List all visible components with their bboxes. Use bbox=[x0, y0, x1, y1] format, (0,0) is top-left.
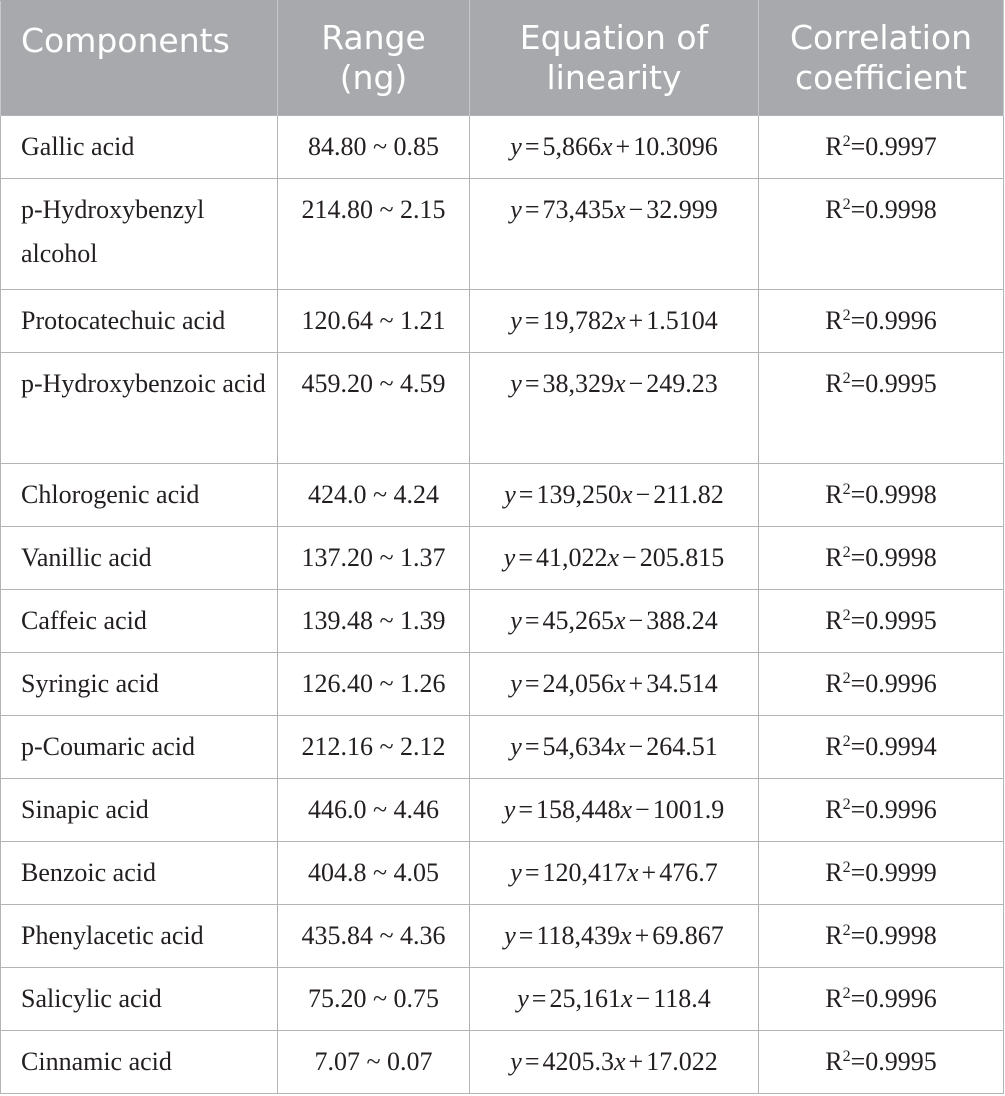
squared-superscript: 2 bbox=[842, 670, 851, 687]
component-name: Protocatechuic acid bbox=[21, 306, 226, 335]
r2-value: 0.9998 bbox=[865, 921, 937, 950]
equation-equals: = bbox=[518, 480, 534, 509]
header-correlation-line1: Correlation bbox=[790, 18, 972, 57]
correlation-equals: = bbox=[850, 921, 866, 950]
header-components bbox=[1, 1, 278, 116]
correlation-cell bbox=[759, 842, 1004, 905]
equation-sign: − bbox=[635, 480, 651, 509]
range-cell bbox=[278, 716, 470, 779]
correlation-cell bbox=[759, 590, 1004, 653]
component-cell bbox=[1, 179, 278, 290]
equation-equals: = bbox=[524, 1047, 540, 1076]
equation-sign: + bbox=[615, 132, 631, 161]
header-equation-line1: Equation of bbox=[519, 18, 709, 57]
equation-intercept: 205.815 bbox=[639, 543, 725, 572]
component-cell bbox=[1, 905, 278, 968]
correlation-equals: = bbox=[850, 606, 866, 635]
equation-sign: + bbox=[628, 669, 644, 698]
table-row bbox=[1, 716, 1004, 779]
equation-x: x bbox=[620, 984, 633, 1013]
range-cell bbox=[278, 779, 470, 842]
r2-value: 0.9996 bbox=[865, 984, 937, 1013]
component-cell bbox=[1, 716, 278, 779]
header-equation bbox=[470, 1, 759, 116]
equation-sign: + bbox=[641, 858, 657, 887]
range-value: 84.80 ~ 0.85 bbox=[307, 132, 440, 161]
equation-intercept: 1001.9 bbox=[652, 795, 725, 824]
equation-equals: = bbox=[524, 306, 540, 335]
r2-value: 0.9998 bbox=[865, 480, 937, 509]
table-row bbox=[1, 527, 1004, 590]
range-cell bbox=[278, 653, 470, 716]
table-header bbox=[1, 1, 1004, 116]
header-correlation bbox=[759, 1, 1004, 116]
component-cell bbox=[1, 968, 278, 1031]
equation-x: x bbox=[614, 1047, 626, 1076]
equation-equals: = bbox=[524, 606, 540, 635]
squared-superscript: 2 bbox=[842, 1048, 851, 1065]
table-row bbox=[1, 116, 1004, 179]
correlation-equals: = bbox=[850, 369, 866, 398]
component-cell bbox=[1, 116, 278, 179]
correlation-cell bbox=[759, 290, 1004, 353]
r2-value: 0.9997 bbox=[865, 132, 937, 161]
equation-equals: = bbox=[524, 858, 540, 887]
range-cell bbox=[278, 1031, 470, 1094]
table-row bbox=[1, 179, 1004, 290]
equation-intercept: 388.24 bbox=[646, 606, 718, 635]
squared-superscript: 2 bbox=[842, 985, 851, 1002]
equation-cell bbox=[470, 527, 759, 590]
equation-intercept: 1.5104 bbox=[646, 306, 718, 335]
r-symbol: R bbox=[825, 132, 843, 161]
equation-sign: − bbox=[635, 795, 650, 824]
range-value: 7.07 ~ 0.07 bbox=[314, 1047, 433, 1076]
equation-intercept: 211.82 bbox=[653, 480, 724, 509]
r-symbol: R bbox=[825, 795, 843, 824]
table-row bbox=[1, 1031, 1004, 1094]
component-cell bbox=[1, 464, 278, 527]
equation-slope: 5,866 bbox=[542, 132, 601, 161]
squared-superscript: 2 bbox=[842, 370, 851, 387]
equation-slope: 4205.3 bbox=[542, 1047, 614, 1076]
correlation-cell bbox=[759, 905, 1004, 968]
equation-cell bbox=[470, 179, 759, 290]
correlation-equals: = bbox=[850, 669, 866, 698]
correlation-equals: = bbox=[850, 732, 866, 761]
correlation-equals: = bbox=[850, 984, 866, 1013]
equation-equals: = bbox=[524, 732, 540, 761]
equation-y: y bbox=[510, 132, 522, 161]
correlation-cell bbox=[759, 116, 1004, 179]
correlation-cell bbox=[759, 779, 1004, 842]
header-range-line2: (ng) bbox=[339, 58, 408, 97]
equation-y: y bbox=[503, 795, 516, 824]
equation-y: y bbox=[517, 984, 529, 1013]
correlation-cell bbox=[759, 968, 1004, 1031]
r-symbol: R bbox=[825, 1047, 843, 1076]
equation-cell bbox=[470, 905, 759, 968]
r2-value: 0.9996 bbox=[865, 306, 937, 335]
range-value: 75.20 ~ 0.75 bbox=[307, 984, 440, 1013]
range-value: 214.80 ~ 2.15 bbox=[301, 195, 446, 224]
equation-intercept: 17.022 bbox=[646, 1047, 718, 1076]
equation-cell bbox=[470, 842, 759, 905]
equation-x: x bbox=[601, 132, 613, 161]
equation-intercept: 249.23 bbox=[646, 369, 718, 398]
equation-equals: = bbox=[524, 369, 540, 398]
equation-slope: 45,265 bbox=[542, 606, 614, 635]
equation-equals: = bbox=[518, 795, 533, 824]
table-row bbox=[1, 353, 1004, 464]
equation-intercept: 118.4 bbox=[653, 984, 711, 1013]
component-name: p-Hydroxybenzyl alcohol bbox=[21, 195, 205, 268]
correlation-equals: = bbox=[850, 858, 866, 887]
r-symbol: R bbox=[825, 858, 843, 887]
equation-y: y bbox=[504, 921, 516, 950]
table-row bbox=[1, 290, 1004, 353]
equation-y: y bbox=[510, 1047, 522, 1076]
range-cell bbox=[278, 116, 470, 179]
component-name: Gallic acid bbox=[21, 132, 135, 161]
range-cell bbox=[278, 464, 470, 527]
component-name: Phenylacetic acid bbox=[21, 921, 204, 950]
header-equation-line2: linearity bbox=[546, 58, 682, 97]
table-row bbox=[1, 590, 1004, 653]
squared-superscript: 2 bbox=[842, 133, 851, 150]
squared-superscript: 2 bbox=[842, 196, 851, 213]
header-range bbox=[278, 1, 470, 116]
equation-y: y bbox=[510, 195, 522, 224]
correlation-equals: = bbox=[850, 543, 866, 572]
equation-intercept: 10.3096 bbox=[633, 132, 718, 161]
range-value: 404.8 ~ 4.05 bbox=[307, 858, 440, 887]
r-symbol: R bbox=[825, 606, 843, 635]
range-value: 424.0 ~ 4.24 bbox=[307, 480, 440, 509]
equation-cell bbox=[470, 590, 759, 653]
range-value: 139.48 ~ 1.39 bbox=[301, 606, 446, 635]
squared-superscript: 2 bbox=[842, 307, 851, 324]
equation-x: x bbox=[620, 480, 633, 509]
equation-slope: 38,329 bbox=[542, 369, 614, 398]
correlation-equals: = bbox=[850, 195, 866, 224]
component-name: p-Hydroxybenzoic acid bbox=[21, 369, 266, 398]
component-cell bbox=[1, 653, 278, 716]
correlation-cell bbox=[759, 353, 1004, 464]
header-correlation-line2: coefficient bbox=[794, 58, 967, 97]
equation-y: y bbox=[510, 732, 522, 761]
component-name: Sinapic acid bbox=[21, 795, 149, 824]
equation-x: x bbox=[614, 306, 626, 335]
r-symbol: R bbox=[825, 984, 843, 1013]
correlation-equals: = bbox=[850, 306, 866, 335]
equation-sign: + bbox=[628, 306, 644, 335]
equation-cell bbox=[470, 968, 759, 1031]
range-cell bbox=[278, 968, 470, 1031]
component-cell bbox=[1, 779, 278, 842]
range-value: 446.0 ~ 4.46 bbox=[307, 795, 440, 824]
component-name: p-Coumaric acid bbox=[21, 732, 195, 761]
correlation-cell bbox=[759, 464, 1004, 527]
correlation-cell bbox=[759, 716, 1004, 779]
equation-slope: 139,250 bbox=[536, 480, 621, 509]
equation-equals: = bbox=[524, 195, 540, 224]
equation-cell bbox=[470, 716, 759, 779]
equation-sign: + bbox=[628, 1047, 644, 1076]
equation-x: x bbox=[614, 669, 626, 698]
correlation-cell bbox=[759, 527, 1004, 590]
table-body bbox=[1, 116, 1004, 1094]
correlation-equals: = bbox=[850, 132, 866, 161]
squared-superscript: 2 bbox=[842, 544, 851, 561]
r-symbol: R bbox=[825, 195, 843, 224]
equation-equals: = bbox=[524, 132, 540, 161]
range-cell bbox=[278, 590, 470, 653]
equation-slope: 73,435 bbox=[542, 195, 614, 224]
equation-y: y bbox=[510, 669, 522, 698]
equation-slope: 41,022 bbox=[536, 543, 608, 572]
equation-x: x bbox=[607, 543, 620, 572]
squared-superscript: 2 bbox=[842, 796, 851, 813]
range-cell bbox=[278, 527, 470, 590]
equation-cell bbox=[470, 464, 759, 527]
correlation-equals: = bbox=[850, 795, 866, 824]
table-row bbox=[1, 842, 1004, 905]
equation-intercept: 32.999 bbox=[646, 195, 718, 224]
component-name: Benzoic acid bbox=[21, 858, 156, 887]
equation-y: y bbox=[503, 543, 516, 572]
r2-value: 0.9998 bbox=[865, 195, 937, 224]
component-name: Salicylic acid bbox=[21, 984, 162, 1013]
correlation-cell bbox=[759, 653, 1004, 716]
correlation-cell bbox=[759, 1031, 1004, 1094]
table-row bbox=[1, 905, 1004, 968]
component-name: Vanillic acid bbox=[21, 543, 152, 572]
component-cell bbox=[1, 590, 278, 653]
r2-value: 0.9994 bbox=[865, 732, 937, 761]
equation-slope: 158,448 bbox=[536, 795, 621, 824]
equation-slope: 24,056 bbox=[542, 669, 614, 698]
equation-intercept: 69.867 bbox=[652, 921, 724, 950]
equation-x: x bbox=[614, 732, 626, 761]
component-name: Syringic acid bbox=[21, 669, 159, 698]
equation-x: x bbox=[614, 195, 626, 224]
equation-sign: − bbox=[635, 984, 651, 1013]
equation-sign: + bbox=[634, 921, 650, 950]
range-cell bbox=[278, 842, 470, 905]
range-value: 435.84 ~ 4.36 bbox=[301, 921, 446, 950]
squared-superscript: 2 bbox=[842, 859, 851, 876]
squared-superscript: 2 bbox=[842, 481, 851, 498]
component-cell bbox=[1, 842, 278, 905]
equation-cell bbox=[470, 290, 759, 353]
r2-value: 0.9998 bbox=[865, 543, 937, 572]
equation-y: y bbox=[510, 858, 522, 887]
equation-slope: 118,439 bbox=[536, 921, 621, 950]
r-symbol: R bbox=[825, 732, 843, 761]
r-symbol: R bbox=[825, 369, 843, 398]
header-components-label: Components bbox=[21, 21, 230, 60]
equation-intercept: 34.514 bbox=[646, 669, 718, 698]
r-symbol: R bbox=[825, 480, 843, 509]
component-name: Caffeic acid bbox=[21, 606, 147, 635]
equation-cell bbox=[470, 353, 759, 464]
r2-value: 0.9995 bbox=[865, 1047, 937, 1076]
range-cell bbox=[278, 179, 470, 290]
equation-cell bbox=[470, 779, 759, 842]
correlation-cell bbox=[759, 179, 1004, 290]
equation-slope: 54,634 bbox=[542, 732, 614, 761]
r-symbol: R bbox=[825, 669, 843, 698]
r2-value: 0.9996 bbox=[865, 669, 937, 698]
equation-sign: − bbox=[628, 369, 644, 398]
range-value: 126.40 ~ 1.26 bbox=[301, 669, 446, 698]
component-cell bbox=[1, 290, 278, 353]
equation-x: x bbox=[614, 369, 626, 398]
squared-superscript: 2 bbox=[842, 607, 851, 624]
r2-value: 0.9995 bbox=[865, 369, 937, 398]
equation-cell bbox=[470, 653, 759, 716]
equation-slope: 19,782 bbox=[542, 306, 614, 335]
component-cell bbox=[1, 353, 278, 464]
component-name: Cinnamic acid bbox=[21, 1047, 172, 1076]
component-name: Chlorogenic acid bbox=[21, 480, 200, 509]
equation-sign: − bbox=[628, 195, 644, 224]
r-symbol: R bbox=[825, 921, 843, 950]
r2-value: 0.9999 bbox=[865, 858, 937, 887]
equation-sign: − bbox=[628, 606, 644, 635]
table-row bbox=[1, 653, 1004, 716]
table-row bbox=[1, 779, 1004, 842]
header-range-line1: Range bbox=[321, 18, 426, 57]
correlation-equals: = bbox=[850, 1047, 866, 1076]
r-symbol: R bbox=[825, 543, 843, 572]
equation-y: y bbox=[510, 606, 522, 635]
equation-x: x bbox=[627, 858, 639, 887]
equation-slope: 120,417 bbox=[542, 858, 627, 887]
r2-value: 0.9996 bbox=[865, 795, 937, 824]
equation-y: y bbox=[510, 306, 522, 335]
correlation-equals: = bbox=[850, 480, 866, 509]
equation-cell bbox=[470, 116, 759, 179]
r2-value: 0.9995 bbox=[865, 606, 937, 635]
table-row bbox=[1, 464, 1004, 527]
range-value: 137.20 ~ 1.37 bbox=[301, 543, 446, 572]
equation-intercept: 476.7 bbox=[659, 858, 718, 887]
table-row bbox=[1, 968, 1004, 1031]
equation-cell bbox=[470, 1031, 759, 1094]
range-value: 212.16 ~ 2.12 bbox=[301, 732, 446, 761]
range-cell bbox=[278, 290, 470, 353]
squared-superscript: 2 bbox=[842, 733, 851, 750]
range-value: 459.20 ~ 4.59 bbox=[301, 369, 446, 398]
equation-equals: = bbox=[524, 669, 540, 698]
equation-x: x bbox=[620, 921, 632, 950]
equation-equals: = bbox=[518, 921, 534, 950]
equation-equals: = bbox=[531, 984, 547, 1013]
equation-y: y bbox=[510, 369, 522, 398]
squared-superscript: 2 bbox=[842, 922, 851, 939]
component-cell bbox=[1, 1031, 278, 1094]
equation-x: x bbox=[614, 606, 626, 635]
equation-sign: − bbox=[628, 732, 644, 761]
range-cell bbox=[278, 905, 470, 968]
equation-y: y bbox=[504, 480, 516, 509]
equation-equals: = bbox=[518, 543, 533, 572]
range-value: 120.64 ~ 1.21 bbox=[301, 306, 446, 335]
equation-sign: − bbox=[622, 543, 637, 572]
equation-intercept: 264.51 bbox=[646, 732, 718, 761]
component-cell bbox=[1, 527, 278, 590]
equation-x: x bbox=[620, 795, 633, 824]
range-cell bbox=[278, 353, 470, 464]
r-symbol: R bbox=[825, 306, 843, 335]
equation-slope: 25,161 bbox=[549, 984, 621, 1013]
